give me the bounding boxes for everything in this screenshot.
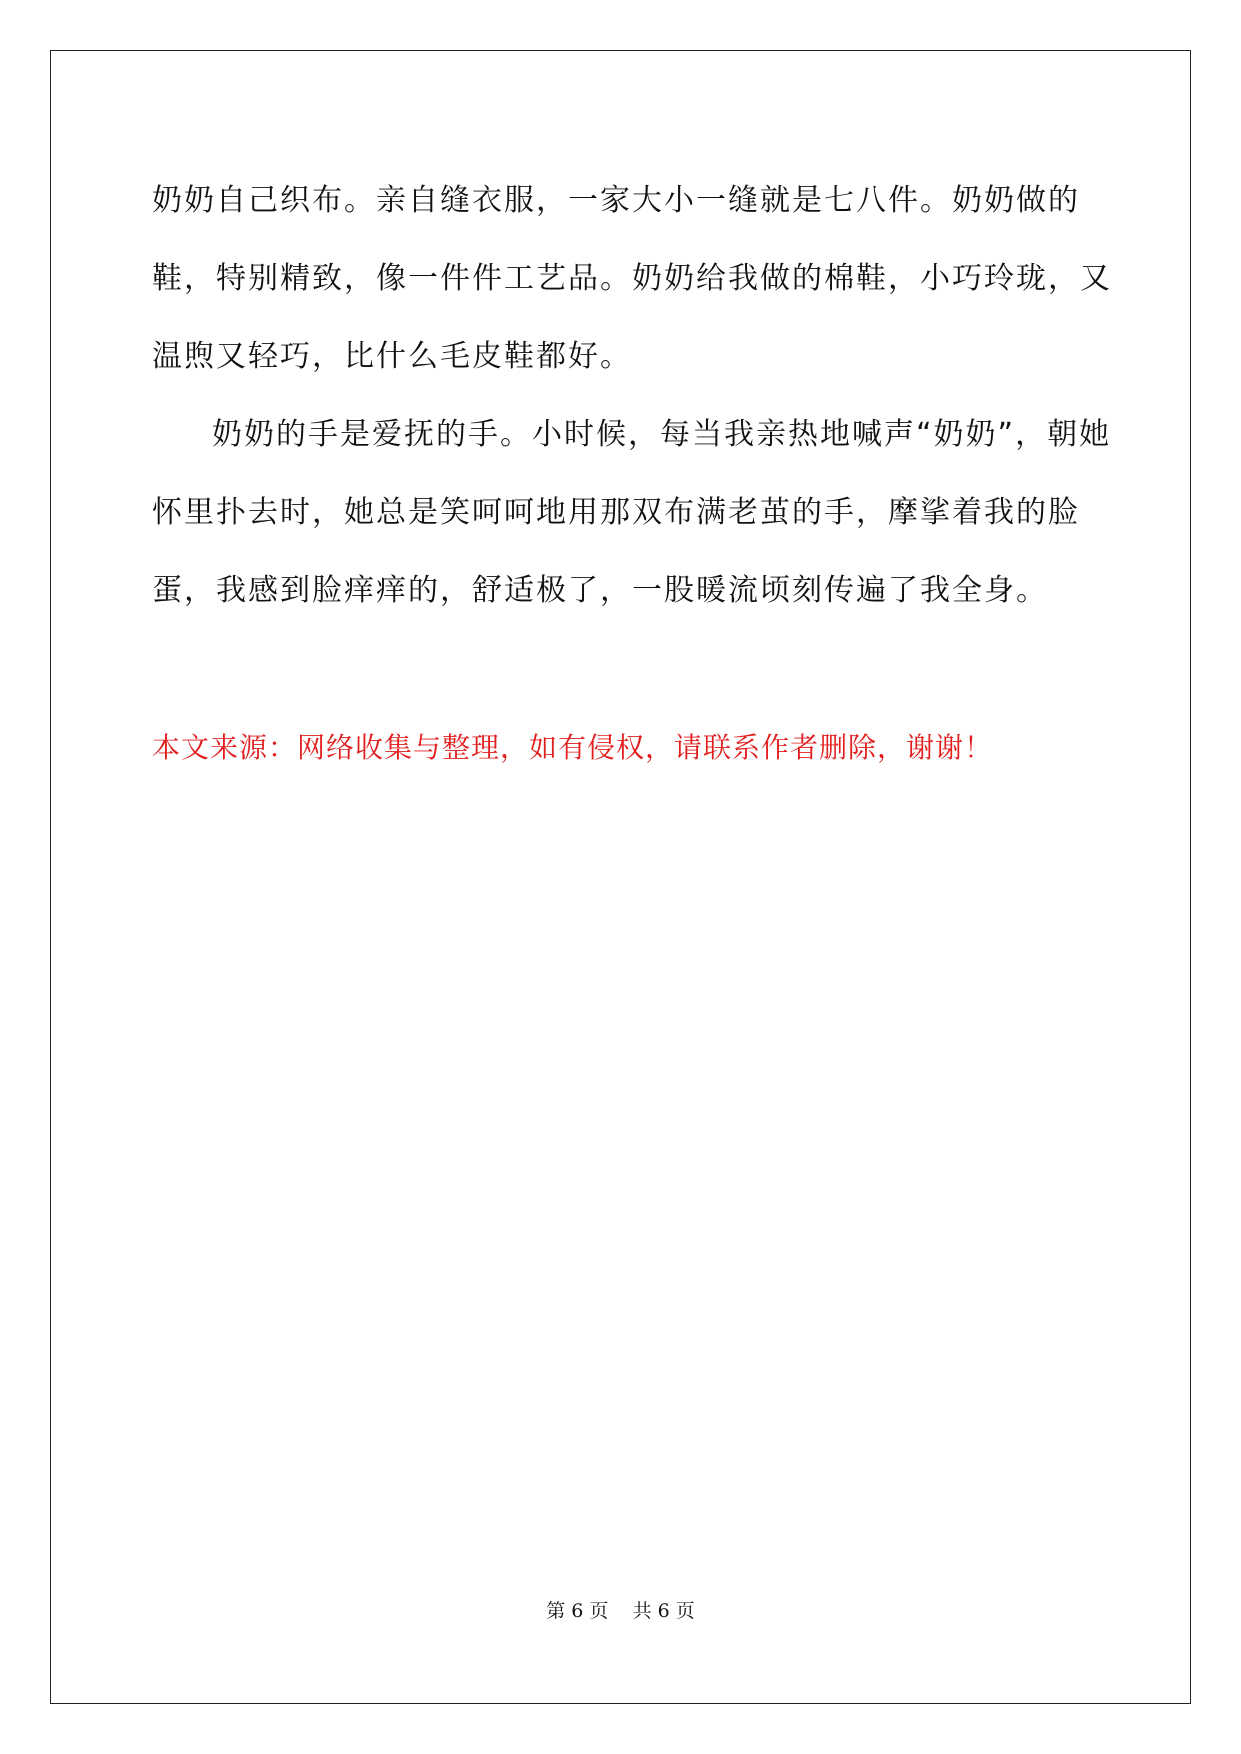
- page-footer: 第 6 页 共 6 页: [546, 1600, 695, 1622]
- document-body: [152, 162, 1112, 630]
- paragraph-1: 奶奶自己织布。亲自缝衣服，一家大小一缝就是七八件。奶奶做的鞋，特别精致，像一件件工艺品。奶奶给我做的棉鞋，小巧玲珑，又温煦又轻巧，比什么毛皮鞋都好。: [152, 183, 1112, 374]
- source-note: 本文来源：网络收集与整理，如有侵权，请联系作者删除，谢谢！: [152, 731, 994, 764]
- paragraph-2: 奶奶的手是爱抚的手。小时候，每当我亲热地喊声“奶奶”，朝她怀里扑去时，她总是笑呵呵地用那双布满老茧的手，摩挲着我的脸蛋，我感到脸痒痒的，舒适极了，一股暖流顷刻传遍了我全身。: [152, 417, 1112, 608]
